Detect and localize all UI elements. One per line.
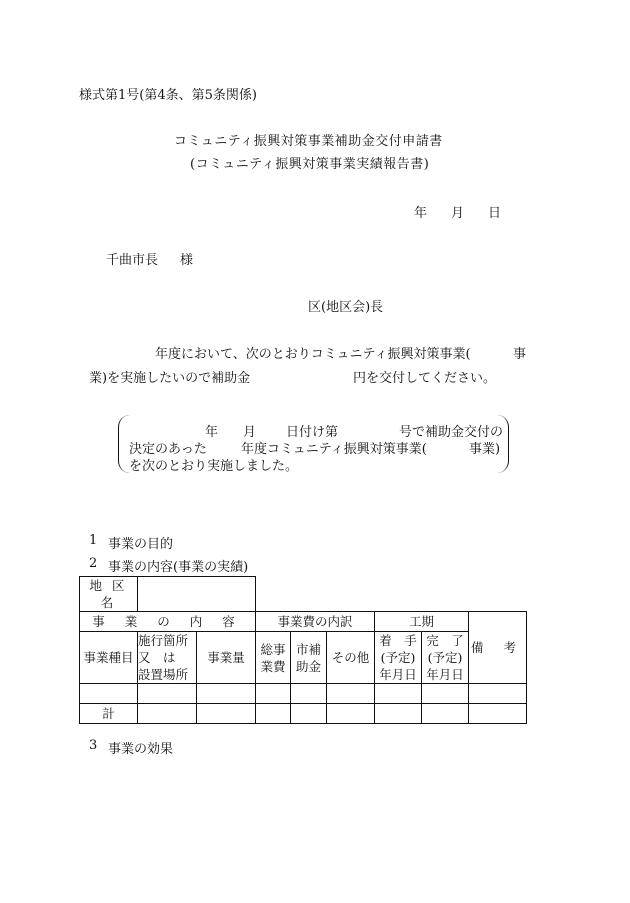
- table-cell[interactable]: [469, 704, 527, 724]
- other-header: その他: [327, 632, 375, 684]
- start-date-header: 着 手 (予定) 年月日: [375, 632, 422, 684]
- document-title: コミュニティ振興対策事業補助金交付申請書: [174, 134, 443, 149]
- content-header: 事 業 の 内 容: [80, 612, 256, 632]
- period-header: 工期: [375, 612, 469, 632]
- table-cell[interactable]: [375, 704, 422, 724]
- addressee-name: 千曲市長: [106, 253, 159, 268]
- table-cell[interactable]: [422, 684, 469, 704]
- table-cell[interactable]: [256, 704, 291, 724]
- date-month: 月: [451, 206, 465, 221]
- applicant-title: 区(地区会)長: [308, 300, 384, 315]
- note-number-text: 号で補助金交付の: [399, 425, 504, 440]
- date-day: 日: [488, 206, 502, 221]
- body-line2: 業)を実施したいので補助金: [89, 371, 251, 386]
- table-cell[interactable]: [138, 704, 197, 724]
- table-cell[interactable]: [80, 684, 138, 704]
- section-3-label: 事業の効果: [108, 742, 174, 757]
- table-cell[interactable]: [375, 684, 422, 704]
- total-row: [80, 704, 527, 724]
- body-line1: 年度において、次のとおりコミュニティ振興対策事業(: [155, 347, 471, 362]
- table-cell[interactable]: [197, 704, 256, 724]
- note-month: 月: [243, 425, 257, 440]
- table-cell[interactable]: [327, 684, 375, 704]
- note-day-ref: 日付け第: [286, 425, 339, 440]
- section-3-number: 3: [89, 738, 98, 753]
- section-1-number: 1: [89, 533, 98, 548]
- document-subtitle: (コミュニティ振興対策事業実績報告書): [190, 157, 430, 172]
- body-line2-end: 円を交付してください。: [353, 371, 497, 386]
- project-table: [79, 576, 527, 724]
- total-label: 計: [80, 704, 138, 724]
- end-date-header: 完 了 (予定) 年月日: [422, 632, 469, 684]
- district-value-cell[interactable]: [138, 577, 256, 612]
- table-cell[interactable]: [327, 704, 375, 724]
- section-1-label: 事業の目的: [108, 537, 174, 552]
- section-2-number: 2: [89, 556, 98, 571]
- date-year: 年: [414, 206, 428, 221]
- amount-header: 事業量: [197, 632, 256, 684]
- total-cost-header: 総事 業費: [256, 632, 291, 684]
- table-cell[interactable]: [469, 684, 527, 704]
- note-line2-start: 決定のあった: [129, 442, 207, 457]
- table-cell[interactable]: [197, 684, 256, 704]
- note-line2-end: 事業): [469, 442, 501, 457]
- place-header: 施行箇所 又 は 設置場所: [138, 632, 197, 684]
- body-line1-end: 事: [513, 347, 527, 362]
- addressee-honorific: 様: [180, 253, 194, 268]
- city-aid-header: 市補 助金: [291, 632, 327, 684]
- table-cell[interactable]: [291, 704, 327, 724]
- cost-header: 事業費の内訳: [256, 612, 375, 632]
- section-2-label: 事業の内容(事業の実績): [108, 560, 249, 575]
- district-label-cell: 地 区 名: [80, 577, 138, 612]
- table-cell[interactable]: [291, 684, 327, 704]
- table-cell[interactable]: [422, 704, 469, 724]
- form-number: 様式第1号(第4条、第5条関係): [79, 88, 257, 103]
- remarks-header: 備 考: [469, 612, 527, 684]
- note-year: 年: [205, 425, 219, 440]
- note-line3: を次のとおり実施しました。: [129, 459, 299, 474]
- table-cell[interactable]: [256, 684, 291, 704]
- note-line2-mid: 年度コミュニティ振興対策事業(: [241, 442, 427, 457]
- type-header: 事業種目: [80, 632, 138, 684]
- table-cell[interactable]: [138, 684, 197, 704]
- table-row: [80, 684, 527, 704]
